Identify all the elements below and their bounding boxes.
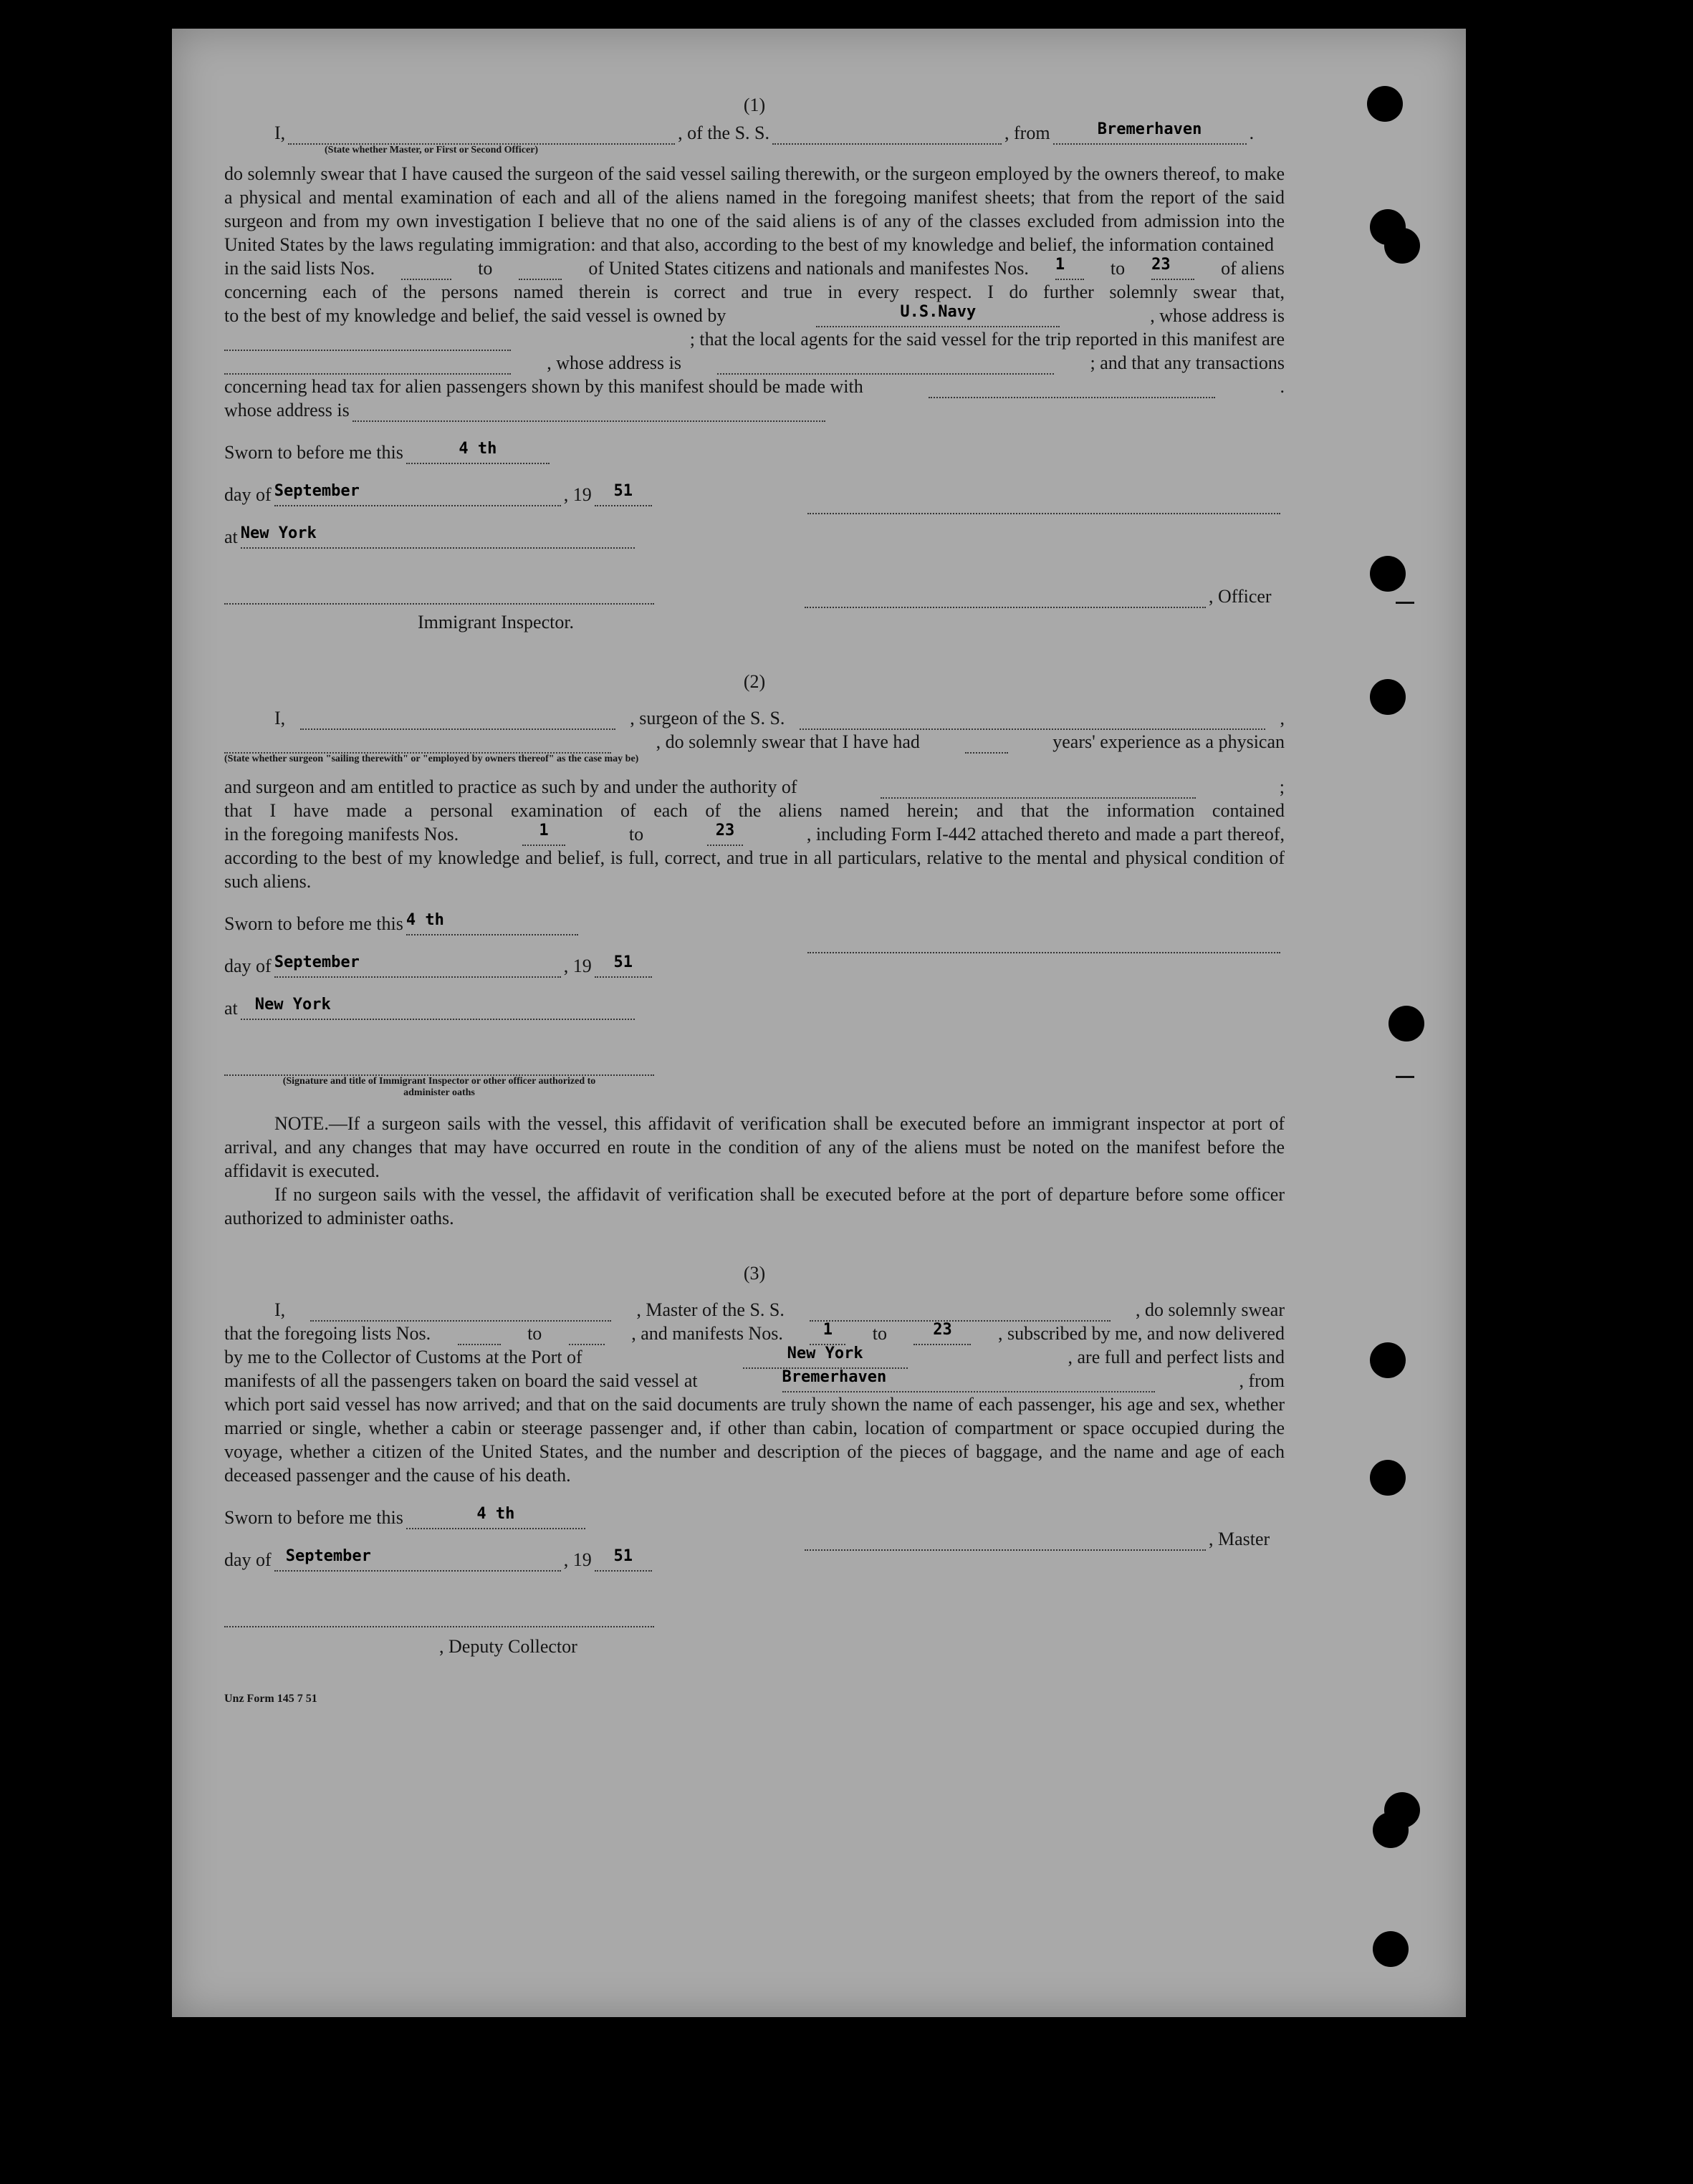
manifests-from-field[interactable]: 1 <box>1055 260 1084 280</box>
master-signature-field[interactable] <box>805 1531 1206 1551</box>
sec3-line-1: I, , Master of the S. S. , do solemnly swear <box>274 1299 1285 1320</box>
sec1-sworn-block: Sworn to before me this 4 th day of September , 19 51 at New York Immigrant Inspector. <box>224 441 668 634</box>
sec2-sworn-block: Sworn to before me this 4 th day of September , 19 51 at New York (Signature and title of Immigrant Inspector or other officer authorized to administer oaths <box>224 912 668 1099</box>
deputy-collector-label: , Deputy Collector <box>439 1636 577 1657</box>
punch-hole <box>1373 1931 1409 1967</box>
head-tax-contact-field[interactable] <box>929 378 1215 398</box>
vessel-owner-field[interactable]: U.S.Navy <box>816 307 1060 327</box>
punch-hole <box>1370 1460 1406 1496</box>
sec3-sworn-year-field[interactable]: 51 <box>595 1552 652 1572</box>
master-signature-block: , Master <box>805 1506 1285 1551</box>
sec2-sworn-day-field[interactable]: 4 th <box>406 915 578 935</box>
officer-signature-line-1[interactable] <box>807 494 1280 514</box>
master-manifests-to-field[interactable]: 23 <box>913 1325 971 1345</box>
punch-hole <box>1389 1006 1424 1042</box>
master-name-field[interactable] <box>310 1302 611 1322</box>
owner-address-field[interactable] <box>224 331 511 351</box>
surgeon-signature-block <box>805 912 1285 959</box>
sec1-line-8: whose address is <box>224 398 1285 422</box>
departure-port-field[interactable]: Bremerhaven <box>1053 125 1247 145</box>
punch-hole <box>1367 86 1403 122</box>
sec3-sworn-block: Sworn to before me this 4 th day of September , 19 51 , Deputy Collector <box>224 1506 668 1658</box>
sec1-line-5: ; that the local agents for the said vessel for the trip reported in this manifest are <box>224 327 1285 351</box>
margin-tick <box>1396 1076 1414 1078</box>
sec1-line-7: concerning head tax for alien passengers shown by this manifest should be made with . <box>224 376 1285 397</box>
sec2-sworn-month-field[interactable]: September <box>274 958 561 978</box>
surgeon-manifests-to-field[interactable]: 23 <box>707 826 743 846</box>
sec1-line-4: to the best of my knowledge and belief, the said vessel is owned by U.S.Navy , whose address is <box>224 303 1285 326</box>
section-2-number: (2) <box>743 671 766 692</box>
sworn-place-field[interactable]: New York <box>241 529 635 549</box>
sec3-line-2: that the foregoing lists Nos. to , and manifests Nos. 1 to 23 , subscribed by me, and now delivered <box>224 1321 1285 1344</box>
inspector-signature-field[interactable] <box>224 585 654 605</box>
ship-name-field[interactable] <box>772 125 1002 145</box>
sec1-line-2: in the said lists Nos. to of United States citizens and nationals and manifestes Nos. 1 to 23 of aliens <box>224 256 1285 279</box>
master-lists-to-field[interactable] <box>569 1325 605 1345</box>
officer-signature-block: , Officer <box>805 494 1285 634</box>
punch-hole <box>1384 228 1420 264</box>
sec2-sworn-row <box>224 912 1285 1099</box>
master-lists-from-field[interactable] <box>458 1325 501 1345</box>
surgeon-name-field[interactable] <box>300 710 615 730</box>
master-manifests-from-field[interactable]: 1 <box>810 1325 845 1345</box>
sec3-paragraph: which port said vessel has now arrived; and that on the said documents are truly shown the name of each passenger, his age and sex, whether married or single, whether a cabin or steerage passenger and, if other than cabin, location of compartment or space occupied during the voyage, whether a citizen of the United States, and the number and description of the pieces of baggage, and the name and age of each deceased passenger and the cause of his death. <box>224 1394 1285 1486</box>
sec2-sworn-year-field[interactable]: 51 <box>595 958 652 978</box>
lists-to-field[interactable] <box>519 260 562 280</box>
practice-authority-field[interactable] <box>881 779 1196 799</box>
sec2-line-3: and surgeon and am entitled to practice as such by and under the authority of ; <box>224 776 1285 797</box>
sec1-line-6: , whose address is ; and that any transactions <box>224 351 1285 375</box>
surgeon-status-field[interactable] <box>224 733 611 754</box>
inspector-label: Immigrant Inspector. <box>418 612 575 632</box>
manifests-to-field[interactable]: 23 <box>1151 260 1194 280</box>
boarding-port-field[interactable]: Bremerhaven <box>782 1372 1155 1392</box>
form-number: Unz Form 145 7 51 <box>224 1693 317 1705</box>
agents-address-field[interactable] <box>717 355 1054 375</box>
sec1-paragraph: do solemnly swear that I have caused the surgeon of the said vessel sailing therewith, or the surgeon employed by the owners thereof, to make a physical and mental examination of each and all of the aliens named in the foregoing manifest sheets; that from the report of the said surgeon and from my own investigation I believe that no one of the said aliens is of any of the classes excluded from admission into the United States by the laws regulating immigration: and that also, according to the best of my knowledge and belief, the information contained <box>224 163 1285 255</box>
margin-tick <box>1396 602 1414 604</box>
local-agents-field[interactable] <box>224 355 511 375</box>
surgeon-signature-field[interactable] <box>807 933 1280 953</box>
sec2-sworn-place-field[interactable]: New York <box>241 1000 635 1020</box>
sec3-line-4: manifests of all the passengers taken on board the said vessel at Bremerhaven , from <box>224 1368 1285 1391</box>
sec2-line-4: that I have made a personal examination of each of the aliens named herein; and that the information contained <box>224 800 1285 821</box>
note-block <box>224 1112 1285 1230</box>
sec3-line-3: by me to the Collector of Customs at the Port of New York , are full and perfect lists and <box>224 1344 1285 1367</box>
section-1-number: (1) <box>743 95 766 115</box>
officer-signature-field[interactable] <box>805 588 1206 608</box>
punch-hole <box>1373 1812 1409 1848</box>
surgeon-status-caption: (State whether surgeon "sailing therewith" or "employed by owners thereof" as the case may be) <box>224 754 639 764</box>
sworn-year-field[interactable]: 51 <box>595 486 652 506</box>
sec2-line-6: according to the best of my knowledge and belief, is full, correct, and true in all particulars, relative to the mental and physical condition of such aliens. <box>224 847 1285 892</box>
sworn-month-field[interactable]: September <box>274 486 561 506</box>
punch-hole <box>1370 1342 1406 1378</box>
years-experience-field[interactable] <box>965 733 1008 754</box>
punch-hole <box>1370 556 1406 592</box>
sec2-inspector-signature-field[interactable] <box>224 1056 654 1076</box>
section-3-number: (3) <box>743 1263 766 1284</box>
surgeon-ship-field[interactable] <box>800 710 1265 730</box>
arrival-port-field[interactable]: New York <box>743 1349 908 1369</box>
officer-rank-field[interactable] <box>288 125 675 145</box>
deputy-signature-field[interactable] <box>224 1607 654 1627</box>
officer-rank-caption: (State whether Master, or First or Second Officer) <box>325 145 539 155</box>
sec3-sworn-day-field[interactable]: 4 th <box>406 1509 585 1529</box>
sec3-sworn-month-field[interactable]: September <box>274 1552 561 1572</box>
sec2-signature-caption: (Signature and title of Immigrant Inspector or other officer authorized to administer oaths <box>282 1076 596 1098</box>
note-paragraph-1: NOTE.—If a surgeon sails with the vessel, this affidavit of verification shall be executed before an immigrant inspector at port of arrival, and any changes that may have occurred en route in the condition of any of the aliens must be noted on the manifest before the affidavit is executed. <box>224 1113 1285 1181</box>
surgeon-manifests-from-field[interactable]: 1 <box>522 826 565 846</box>
note-paragraph-2: If no surgeon sails with the vessel, the affidavit of verification shall be executed before at the port of departure before some officer authorized to administer oaths. <box>224 1184 1285 1228</box>
affidavit-content <box>224 93 1285 1711</box>
sec1-line-3: concerning each of the persons named therein is correct and true in every respect. I do further solemnly swear that, <box>224 282 1285 302</box>
sworn-day-field[interactable]: 4 th <box>406 444 550 464</box>
lists-from-field[interactable] <box>401 260 451 280</box>
sec3-sworn-row <box>224 1506 1285 1658</box>
sec2-line-5: in the foregoing manifests Nos. 1 to 23 , including Form I-442 attached thereto and made a part thereof, <box>224 822 1285 845</box>
sec2-line-2: , do solemnly swear that I have had years' experience as a physican <box>224 730 1285 754</box>
sec2-line-1: I, , surgeon of the S. S. , <box>274 708 1285 728</box>
sec1-line-1: I, , of the S. S. , from Bremerhaven . <box>274 120 1255 143</box>
punch-hole <box>1370 679 1406 715</box>
document-sheet <box>172 29 1466 2017</box>
sec1-sworn-row <box>224 441 1285 634</box>
head-tax-address-field[interactable] <box>352 402 825 422</box>
